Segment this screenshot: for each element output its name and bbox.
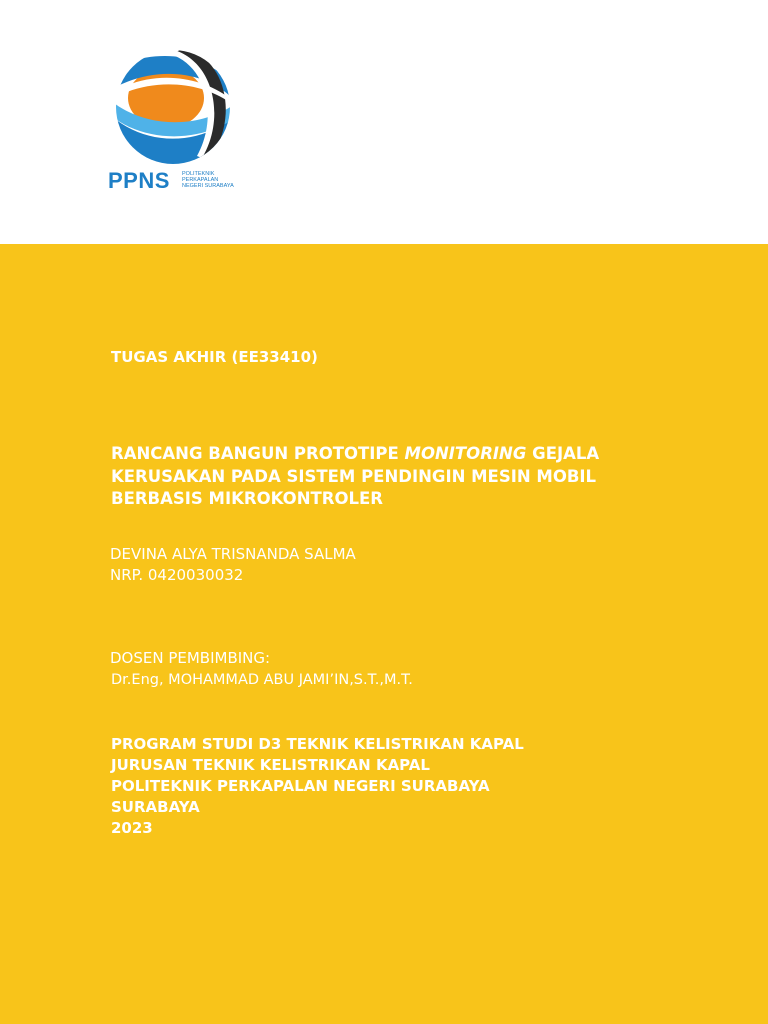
institution-line-city: SURABAYA	[111, 798, 200, 816]
advisor-name: Dr.Eng, MOHAMMAD ABU JAMI’IN,S.T.,M.T.	[111, 672, 413, 688]
institution-line-program: PROGRAM STUDI D3 TEKNIK KELISTRIKAN KAPAL	[111, 735, 524, 753]
institution-line-department: JURUSAN TEKNIK KELISTRIKAN KAPAL	[111, 756, 430, 774]
student-name: DEVINA ALYA TRISNANDA SALMA	[110, 545, 356, 563]
thesis-title-line-1	[111, 443, 599, 466]
ppns-abbreviation: PPNS	[108, 168, 170, 193]
thesis-title-line-3: BERBASIS MIKROKONTROLER	[111, 489, 383, 508]
ppns-full-name	[182, 171, 234, 189]
title-italic: MONITORING	[404, 444, 527, 463]
ppns-logo	[108, 48, 248, 198]
document-label: TUGAS AKHIR (EE33410)	[111, 348, 318, 366]
thesis-title-line-2: KERUSAKAN PADA SISTEM PENDINGIN MESIN MOBIL	[111, 466, 597, 486]
title-part-1: RANCANG BANGUN PROTOTIPE	[111, 444, 405, 463]
institution-line-polytechnic: POLITEKNIK PERKAPALAN NEGERI SURABAYA	[111, 777, 490, 795]
title-part-2: GEJALA	[526, 444, 600, 463]
institution-block	[111, 734, 524, 839]
ppns-globe-icon	[114, 48, 232, 166]
thesis-title	[111, 443, 599, 511]
institution-line-year: 2023	[111, 819, 153, 837]
ppns-line-1: POLITEKNIK	[182, 171, 215, 177]
advisor-label: DOSEN PEMBIMBING:	[110, 649, 271, 667]
ppns-line-2: PERKAPALAN	[182, 177, 219, 183]
ppns-line-3: NEGERI SURABAYA	[182, 183, 234, 189]
student-nrp: NRP. 0420030032	[110, 566, 244, 584]
